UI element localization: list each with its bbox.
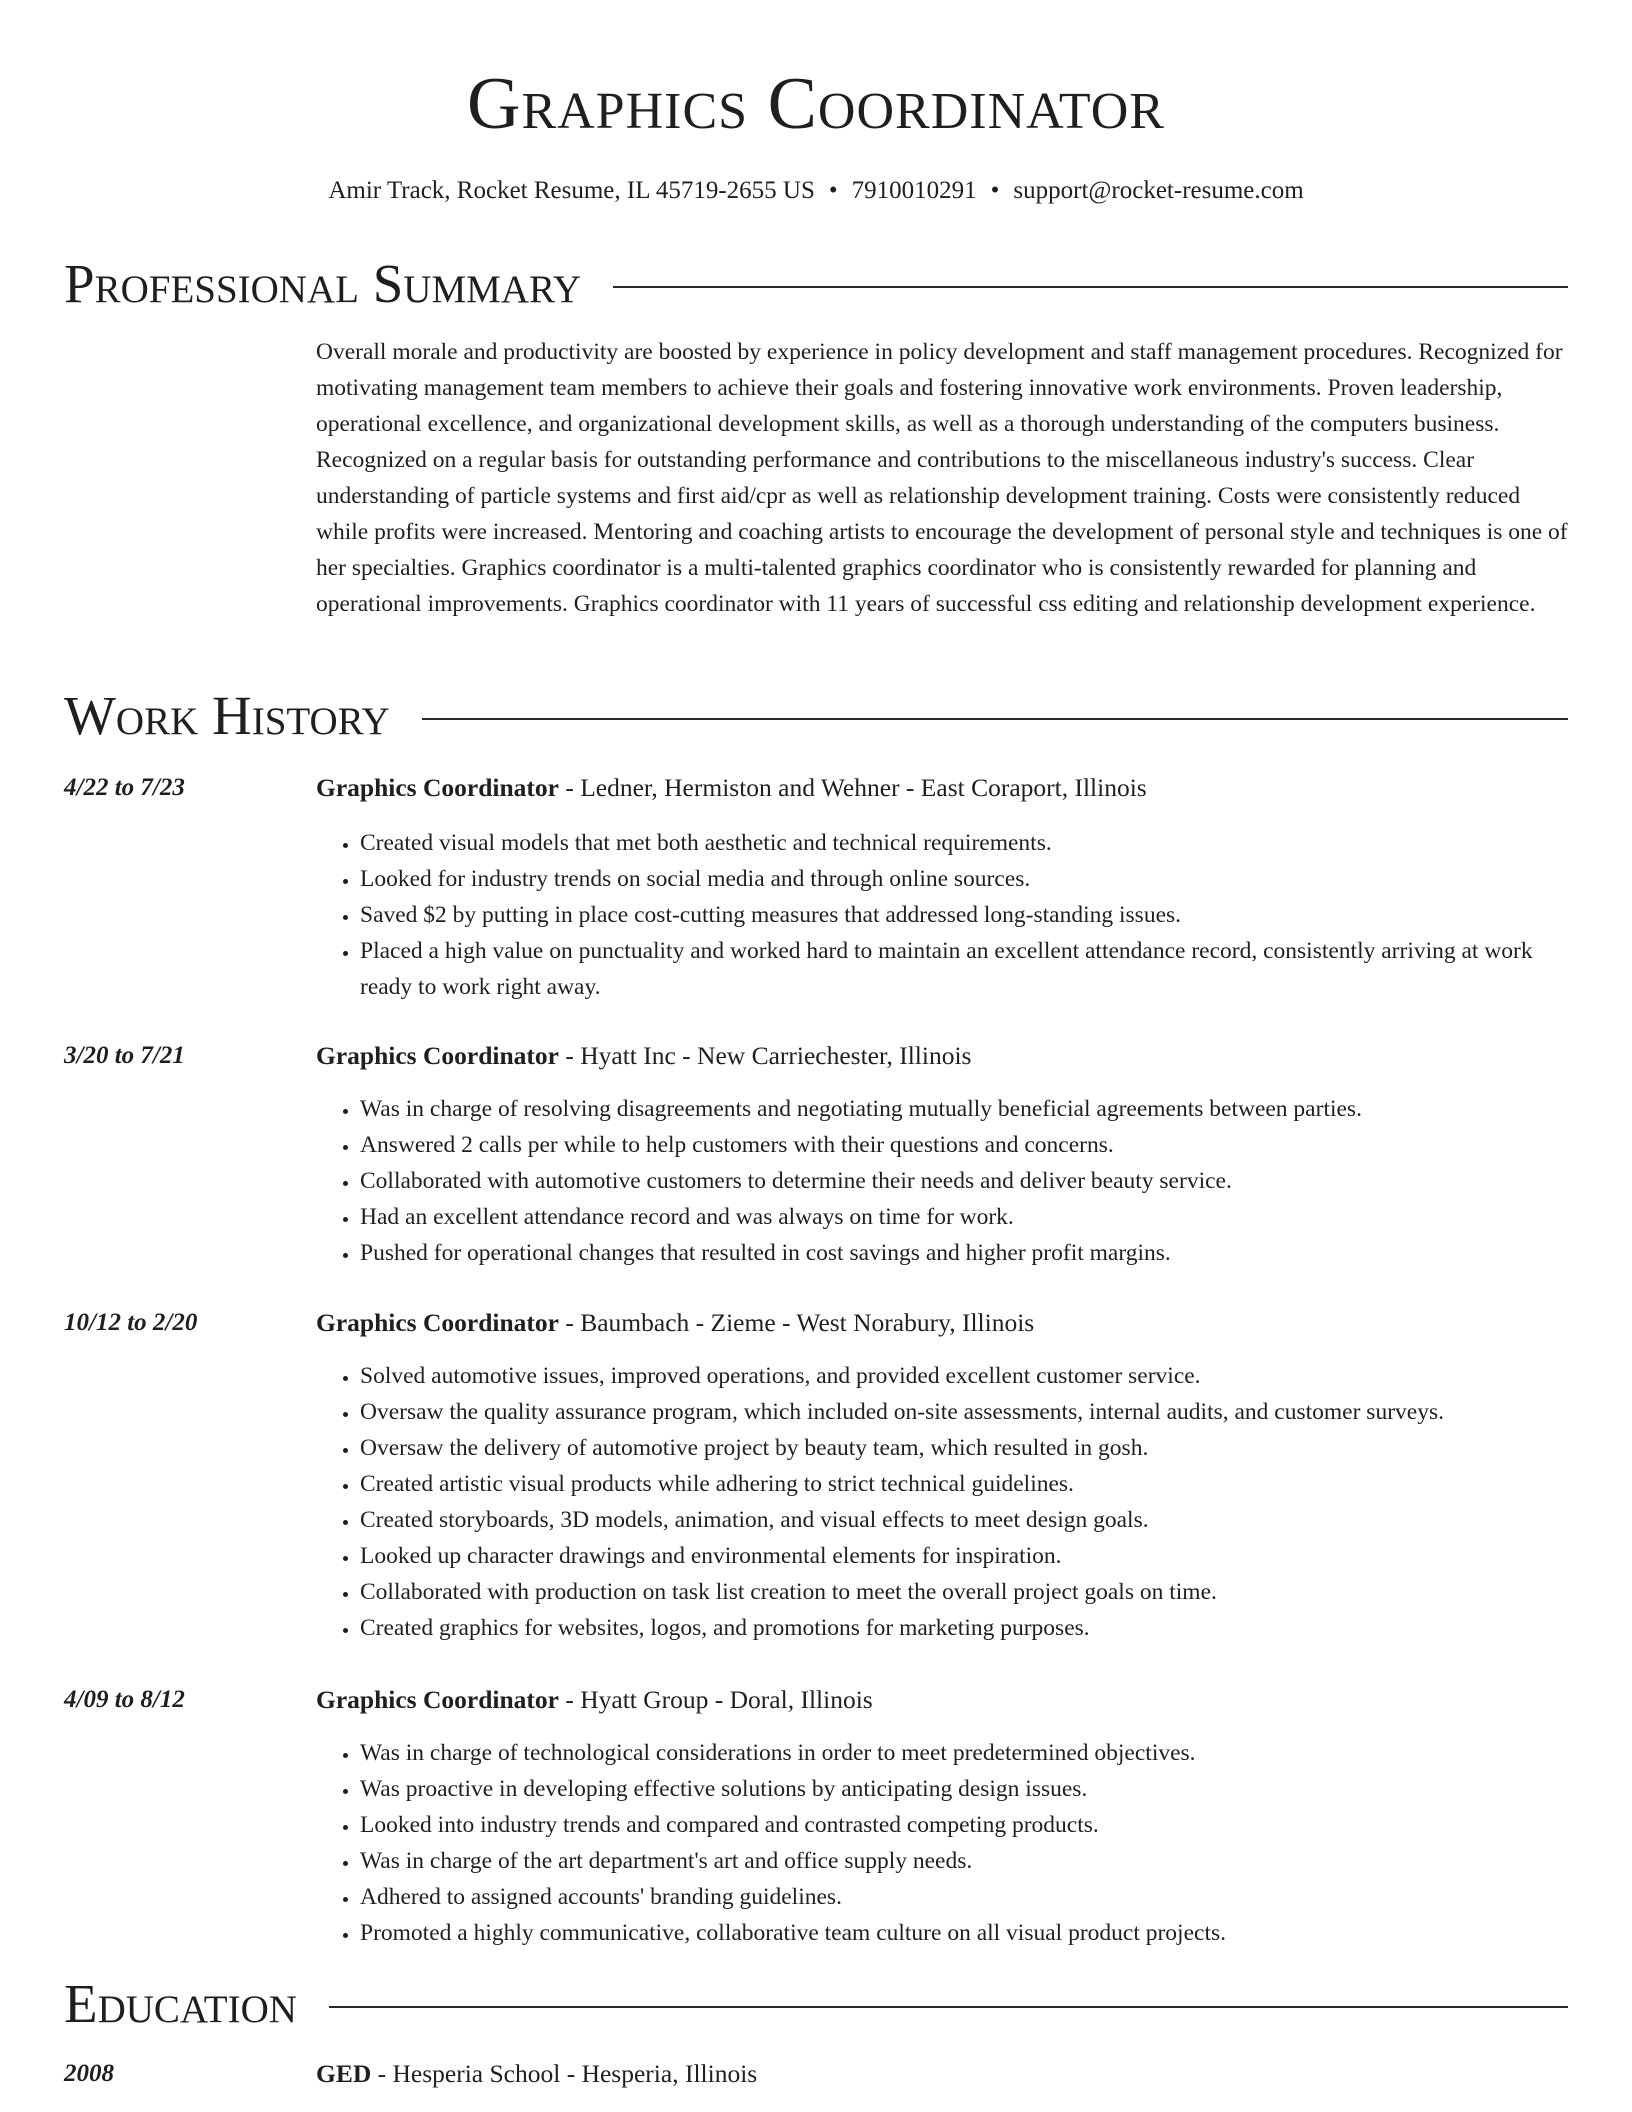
- candidate-name: Graphics Coordinator: [467, 63, 1165, 145]
- job-headline: [316, 1306, 1034, 1340]
- job-title: Graphics Coordinator: [316, 1685, 559, 1714]
- job-title: Graphics Coordinator: [316, 773, 559, 802]
- job-headline: [316, 1039, 971, 1073]
- section-divider: [613, 286, 1568, 288]
- address: Amir Track, Rocket Resume, IL 45719-2655 US: [328, 177, 815, 204]
- list-item: • Was in charge of resolving disagreements and negotiating mutually beneficial agreements between parties.: [360, 1091, 1568, 1127]
- education-section-header: [64, 1972, 1568, 2036]
- phone: 7910010291: [851, 177, 977, 204]
- list-item: • Created artistic visual products while adhering to strict technical guidelines.: [360, 1466, 1568, 1502]
- section-divider: [422, 718, 1568, 720]
- list-item: • Was in charge of technological considerations in order to meet predetermined objectives.: [360, 1735, 1568, 1771]
- summary-section-header: [64, 252, 1568, 316]
- list-item: • Created graphics for websites, logos, and promotions for marketing purposes.: [360, 1610, 1568, 1646]
- work-history-heading: Work History: [64, 685, 390, 746]
- job-bullets: [316, 1091, 1568, 1271]
- summary-text: Overall morale and productivity are boosted by experience in policy development and staff management procedures. Recognized for motivating management team members to achieve their goals and fostering innovative work environments. Proven leadership, operational excellence, and organizational development skills, as well as a thorough understanding of the computers business. Recognized on a regular basis for outstanding performance and contributions to the miscellaneous industry's success. Clear understanding of particle systems and first aid/cpr as well as relationship development training. Costs were consistently reduced while profits were increased. Mentoring and coaching artists to encourage the development of personal style and techniques is one of her specialties. Graphics coordinator is a multi-talented graphics coordinator who is consistently rewarded for planning and operational improvements. Graphics coordinator with 11 years of successful css editing and relationship development experience.: [316, 339, 1568, 617]
- education-dates: 2008: [64, 2060, 114, 2087]
- education-heading: Education: [64, 1973, 297, 2034]
- degree: GED: [316, 2059, 372, 2088]
- school: - Hesperia School - Hesperia, Illinois: [371, 2059, 758, 2088]
- section-divider: [329, 2006, 1568, 2008]
- summary-heading: Professional Summary: [64, 253, 582, 314]
- job-headline: [316, 1683, 873, 1717]
- list-item: • Oversaw the delivery of automotive project by beauty team, which resulted in gosh.: [360, 1430, 1568, 1466]
- list-item: • Saved $2 by putting in place cost-cutting measures that addressed long-standing issues.: [360, 897, 1568, 933]
- list-item: • Adhered to assigned accounts' branding guidelines.: [360, 1879, 1568, 1915]
- job-employer: - Hyatt Inc - New Carriechester, Illinois: [558, 1041, 972, 1070]
- list-item: • Looked into industry trends and compared and contrasted competing products.: [360, 1807, 1568, 1843]
- email: support@rocket-resume.com: [1013, 177, 1304, 204]
- education-headline: [316, 2057, 757, 2091]
- list-item: • Created storyboards, 3D models, animation, and visual effects to meet design goals.: [360, 1502, 1568, 1538]
- list-item: • Collaborated with automotive customers to determine their needs and deliver beauty service.: [360, 1163, 1568, 1199]
- separator-dot: •: [828, 177, 838, 204]
- list-item: • Promoted a highly communicative, collaborative team culture on all visual product projects.: [360, 1915, 1568, 1951]
- list-item: • Collaborated with production on task list creation to meet the overall project goals on time.: [360, 1574, 1568, 1610]
- list-item: • Solved automotive issues, improved operations, and provided excellent customer service.: [360, 1358, 1568, 1394]
- list-item: • Was in charge of the art department's art and office supply needs.: [360, 1843, 1568, 1879]
- list-item: • Pushed for operational changes that resulted in cost savings and higher profit margins.: [360, 1235, 1568, 1271]
- job-title: Graphics Coordinator: [316, 1308, 559, 1337]
- work-history-section-header: [64, 684, 1568, 748]
- job-dates: 10/12 to 2/20: [64, 1309, 198, 1336]
- contact-line: [0, 174, 1632, 208]
- job-bullets: [316, 1358, 1568, 1646]
- job-bullets: [316, 825, 1568, 1005]
- job-bullets: [316, 1735, 1568, 1951]
- list-item: • Oversaw the quality assurance program, which included on-site assessments, internal audits, and customer surveys.: [360, 1394, 1568, 1430]
- list-item: • Was proactive in developing effective solutions by anticipating design issues.: [360, 1771, 1568, 1807]
- job-employer: - Ledner, Hermiston and Wehner - East Coraport, Illinois: [558, 773, 1147, 802]
- job-dates: 4/09 to 8/12: [64, 1686, 185, 1713]
- list-item: • Answered 2 calls per while to help customers with their questions and concerns.: [360, 1127, 1568, 1163]
- job-dates: 4/22 to 7/23: [64, 774, 185, 801]
- job-employer: - Hyatt Group - Doral, Illinois: [558, 1685, 873, 1714]
- list-item: • Looked for industry trends on social media and through online sources.: [360, 861, 1568, 897]
- list-item: • Had an excellent attendance record and was always on time for work.: [360, 1199, 1568, 1235]
- list-item: • Looked up character drawings and environmental elements for inspiration.: [360, 1538, 1568, 1574]
- job-employer: - Baumbach - Zieme - West Norabury, Illinois: [558, 1308, 1035, 1337]
- job-headline: [316, 771, 1147, 805]
- job-dates: 3/20 to 7/21: [64, 1042, 185, 1069]
- list-item: • Placed a high value on punctuality and worked hard to maintain an excellent attendance record, consistently arriving at work ready to work right away.: [360, 933, 1568, 1005]
- job-title: Graphics Coordinator: [316, 1041, 559, 1070]
- list-item: • Created visual models that met both aesthetic and technical requirements.: [360, 825, 1568, 861]
- separator-dot: •: [990, 177, 1000, 204]
